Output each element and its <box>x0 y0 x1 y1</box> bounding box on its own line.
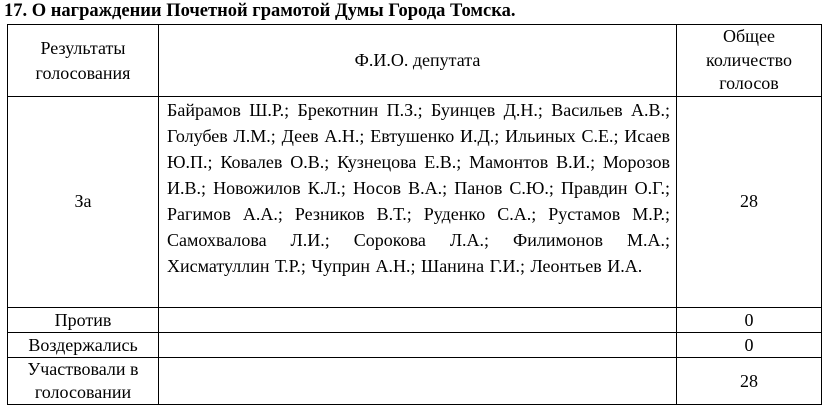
table-row <box>8 308 822 333</box>
deputy-names-cell <box>159 358 677 405</box>
voting-results-table <box>7 24 822 405</box>
header-total-votes: Общее количество голосов <box>677 25 822 97</box>
table-header-row <box>8 25 822 97</box>
deputy-names-cell <box>159 308 677 333</box>
document-title: 17. О награждении Почетной грамотой Думы Города Томска. <box>4 1 516 21</box>
header-deputy-names: Ф.И.О. депутата <box>159 25 677 97</box>
total-cell: 28 <box>677 97 822 308</box>
total-cell: 28 <box>677 358 822 405</box>
total-cell: 0 <box>677 308 822 333</box>
deputy-names-text: Байрамов Ш.Р.; Брекотнин П.З.; Буинцев Д.Н.; Васильев А.В.; Голубев Л.М.; Деев А.Н.; Евтушенко И.Д.; Ильиных С.Е.; Исаев Ю.П.; Ковалев О.В.; Кузнецова Е.В.; Мамонтов В.И.; Морозов И.В.; Новожилов К.Л.; Носов В.А.; Панов С.Ю.; Правдин О.Г.; Рагимов А.А.; Резников В.Т.; Руденко С.А.; Рустамов М.Р.; Самохвалова Л.И.; Сорокова Л.А.; Филимонов М.А.; Хисматуллин Т.Р.; Чуприн А.Н.; Шанина Г.И.; Леонтьев И.А. <box>167 100 670 276</box>
table-row <box>8 333 822 358</box>
result-cell: Воздержались <box>8 333 159 358</box>
deputy-names-cell <box>159 333 677 358</box>
deputy-names-cell <box>159 97 677 308</box>
table-row <box>8 97 822 308</box>
total-cell: 0 <box>677 333 822 358</box>
result-cell: За <box>8 97 159 308</box>
table-row <box>8 358 822 405</box>
result-cell: Против <box>8 308 159 333</box>
header-voting-results: Результаты голосования <box>8 25 159 97</box>
result-cell: Участвовали в голосовании <box>8 358 159 405</box>
